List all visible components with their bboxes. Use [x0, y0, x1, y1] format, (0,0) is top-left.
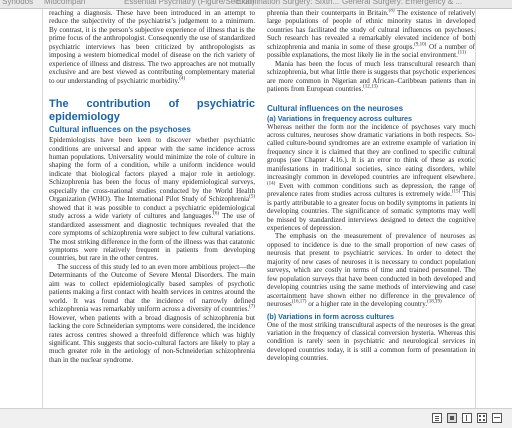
body-paragraph: Mania has been the focus of much less transcultural research than schizophrenia, but what little there is suggests that psychotic experiences are more common in Nigerian and African–Caribbean patients than in patients from European countries.$^{(12,13)}$ [267, 59, 475, 94]
citation[interactable]: (5) [249, 194, 255, 200]
citation[interactable]: (6) [213, 211, 220, 217]
citation[interactable]: (15) [451, 189, 461, 195]
fit-view-icon[interactable] [492, 413, 502, 423]
citation[interactable]: (8) [388, 9, 395, 14]
body-paragraph: phrenia than their counterparts in Britain.$^{(8)}$ The existence of relatively large populations of people of ethnic minority status in developed countries has facilitated the study of cultural influences on psychoses. Such research has revealed a remarkably elevated incidence of both schizophrenia and mania in some of these groups.$^{(9,10)}$ Of a number of possible explanations, the most likely lie in the social environment.$^{(11)}$ [267, 9, 475, 60]
tab-5[interactable]: General Surgery: Emergency & ... [342, 0, 463, 6]
section-title: The contribution of psychiatric epidemiology [49, 98, 255, 123]
single-page-view-icon[interactable] [432, 413, 442, 423]
citation[interactable]: (4) [179, 76, 186, 82]
two-page-continuous-view-icon[interactable] [477, 413, 487, 423]
citation[interactable]: (16,17) [291, 299, 307, 305]
intro-paragraph: reaching a diagnosis. These have been introduced in an attempt to reduce the subjectivity of the psychiatrist’s judgement to a minimum. By contrast, it is the person’s subjective experience of illness that is the prime focus of the anthropologist. Consequently the use of standardized psychiatric interviews has been criticized by anthropologists as imposing a western biomedical model of disease on the rich variety of experience of illness and distress. The two approaches are not mutually exclusive and are best viewed as contributing complementary material to our understanding of psychiatric morbidity.$^{(4)}$ [49, 9, 255, 85]
tab-4[interactable]: Examination Surgery: Sixth... [236, 0, 340, 6]
tab-2[interactable]: Midcompan [44, 0, 86, 6]
document-viewport[interactable] [0, 9, 512, 408]
citation[interactable]: (14) [267, 181, 276, 187]
body-paragraph: One of the most striking transcultural aspects of the neuroses is the great variation in the frequency of classical conversion hysteria. Whereas this condition is rarely seen in psychiatric and neurological services in developed countries today, it is still a common form of presentation in developing countries. [267, 320, 475, 363]
subsection-title: Cultural influences on the psychoses [49, 125, 191, 135]
continuous-view-icon[interactable] [447, 413, 457, 423]
citation[interactable]: (11) [457, 50, 467, 56]
tab-3[interactable]: Essential Psychiatry (Figure/Section) [124, 0, 255, 6]
body-paragraph: Whereas neither the form nor the incidence of psychoses vary much across cultures, neuroses show dramatic variations in both respects. So-called culture-bound syndromes are an extreme example of variation in frequency since it is claimed that they are confined to specific cultural groups (see Chapter 4.16.). It is an error to think of these as exotic manifestations in traditional societies, since eating disorders, while increasingly common in developed countries are infrequent elsewhere.$^{(14)}$ Even with common conditions such as depression, the range of prevalence rates from studies across cultures is extremely wide.$^{(15)}$ This is partly attributable to a greater focus on bodily symptoms in patients in developing countries. The significance of somatic symptoms may well be missed by standardized interviews designed to detect the cognitive experiences of depression. [267, 122, 475, 232]
left-column [49, 9, 255, 364]
subsection-title-frequency: (a) Variations in frequency across cultures [267, 113, 412, 123]
tab-1[interactable]: Synodos [2, 0, 34, 6]
citation[interactable]: (12,13) [363, 84, 378, 90]
section-title-neuroses: Cultural influences on the neuroses [267, 103, 404, 113]
body-paragraph: The emphasis on the measurement of prevalence of neuroses as opposed to incidence is due to the small proportion of new cases of neurosis that present to psychiatric services. In order to detect the majority of new cases of neuroses it is necessary to conduct population surveys, which are costly in terms of time and trained personnel. The few population surveys that have been conducted in both developed and developing countries using the same methods of interviewing and case ascertainment have shown either no difference in the prevalence of neuroses$^{(16,17)}$ or a higher rate in the developing country.$^{(18,19)}$ [267, 232, 475, 309]
citation[interactable]: (9,10) [414, 42, 427, 48]
citation[interactable]: (18,19) [427, 299, 442, 305]
document-page [42, 9, 476, 408]
body-paragraph: The success of this study led to an even more ambitious project—the Determinants of the Outcome of Severe Mental Disorders. The main aim was to collect epidemiologically based samples of psychotic patients making a first contact with health services in centres around the world. It was found that the incidence of narrowly defined schizophrenia was remarkably uniform across a diversity of countries.$^{(7)}$ However, when patients with a broad diagnosis of schizophrenia but lacking the core Schneiderian symptoms were considered, the incidence rates across centres showed a threefold difference which was highly significant. This suggests that socio-cultural factors are likely to play a much greater role in the aetiology of non-Schneiderian schizophrenia than in the nuclear syndrome. [49, 262, 255, 364]
body-paragraph: Epidemiologists have been keen to discover whether psychiatric conditions are universal and appear with the same incidence across human populations. Universality would minimize the role of culture in shaping the form of a condition, while a uniform incidence would indicate that biological factors played a major role in aetiology. Schizophrenia has been the focus of many epidemiological surveys, especially the cross-national studies conducted by the World Health Organization (WHO). The International Pilot Study of Schizophrenia$^{(5)}$ showed that it was possible to conduct a psychiatric epidemiological study across a wide variety of cultures and languages.$^{(6)}$ The use of standardized assessment and diagnostic techniques revealed that the core symptoms of schizophrenia were subject to few cultural variations. The most striking difference in the form of the illness was that catatonic symptoms were relatively frequent in patients from developing countries, but rare in the other centres. [49, 136, 255, 263]
right-column [267, 9, 475, 363]
citation[interactable]: (7) [249, 304, 255, 310]
two-page-view-icon[interactable] [462, 413, 472, 423]
status-bar [0, 408, 512, 428]
tab-bar [0, 0, 512, 9]
subsection-title-form: (b) Variations in form across cultures [267, 311, 395, 321]
